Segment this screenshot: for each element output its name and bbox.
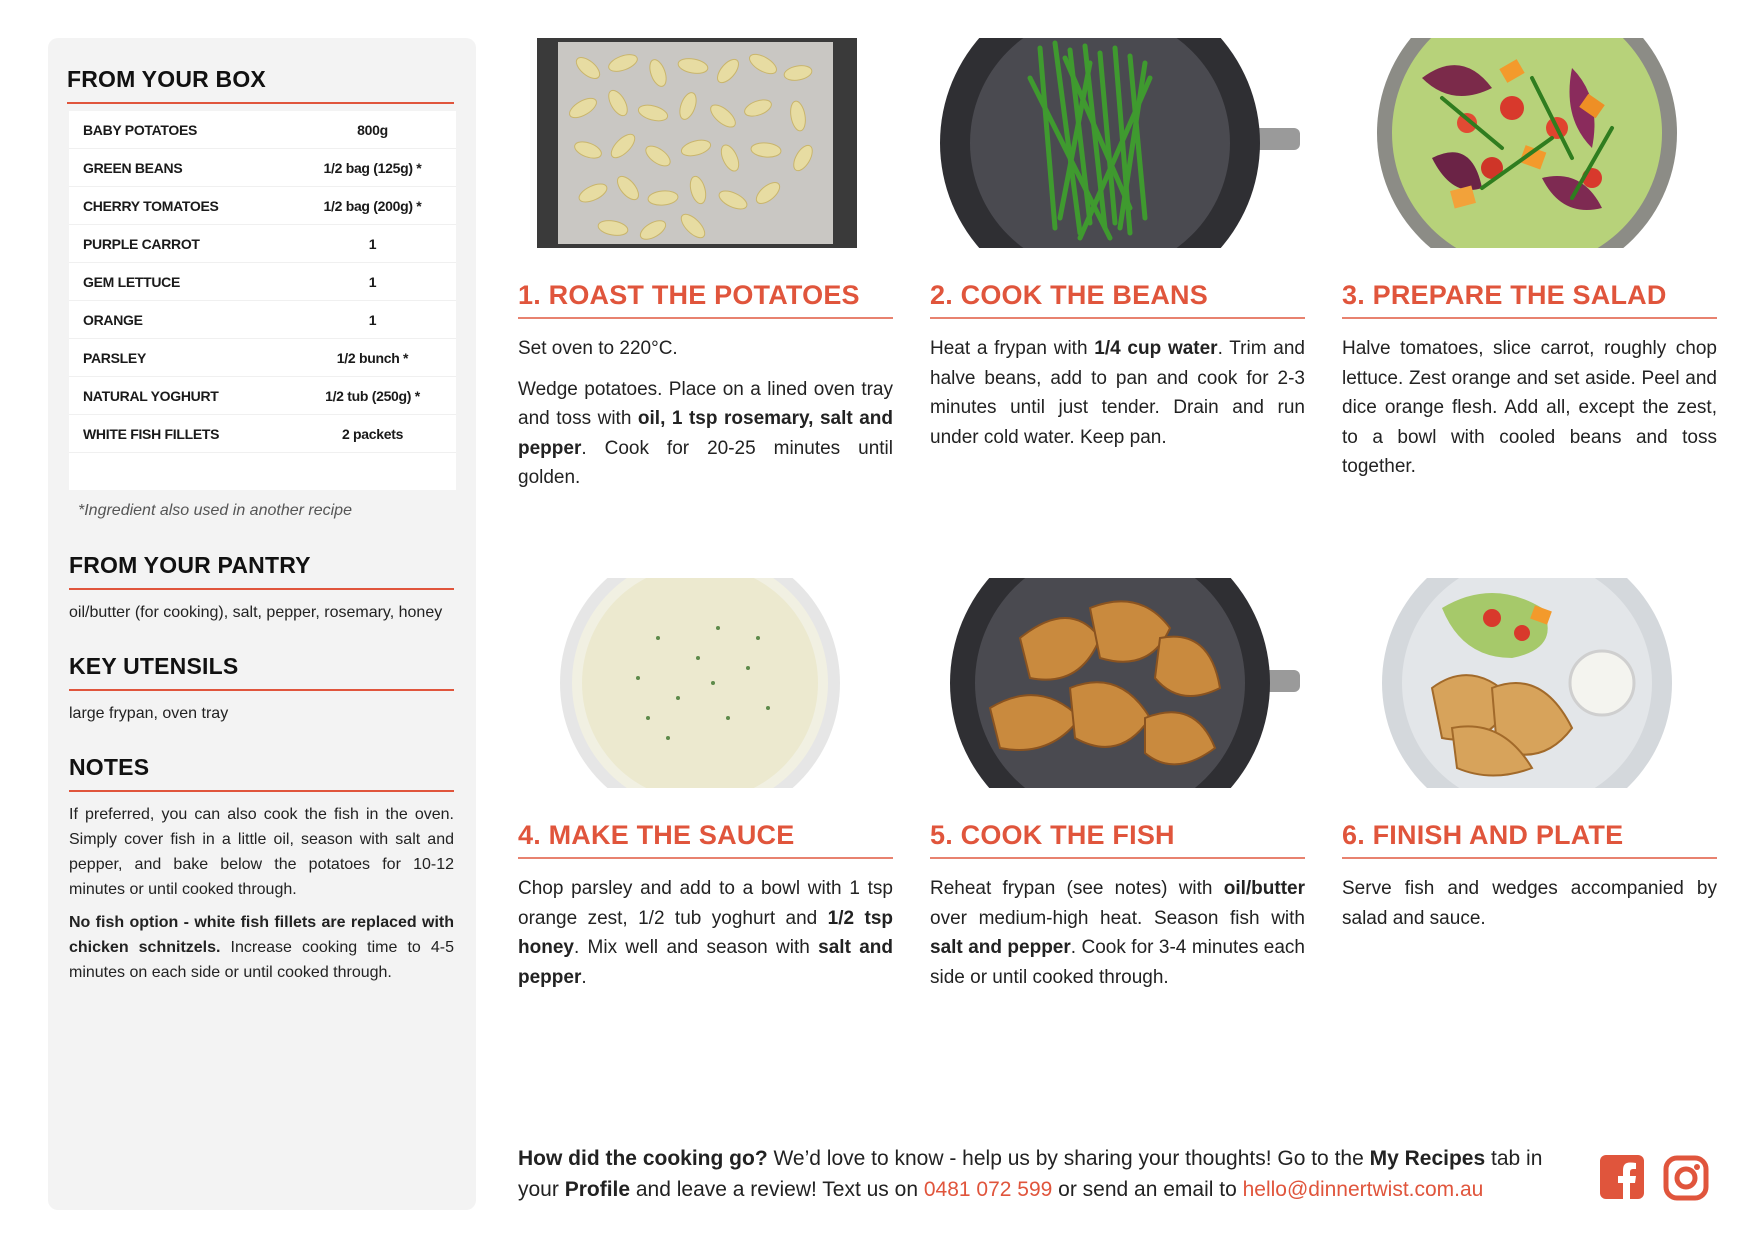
text-run-bold: salt and pepper xyxy=(930,937,1071,958)
footer-text: or send an email to xyxy=(1052,1178,1243,1201)
ingredient-row xyxy=(69,111,456,149)
step-5-body xyxy=(930,874,1305,1003)
ingredient-qty: 800g xyxy=(357,121,388,138)
text-run: . xyxy=(581,966,587,988)
ingredient-name: GREEN BEANS xyxy=(83,159,183,176)
text-run-bold: salt and pepper xyxy=(518,937,893,988)
ingredient-name: CHERRY TOMATOES xyxy=(83,197,219,214)
ingredient-row xyxy=(69,263,456,301)
ingredient-row xyxy=(69,225,456,263)
step-2-text xyxy=(930,334,1305,452)
footer-text: and leave a review! Text us on xyxy=(630,1178,924,1201)
text-run-bold: 1/4 cup water xyxy=(1094,338,1218,359)
review-footer xyxy=(518,1143,1578,1205)
step-6-title: 6. FINISH AND PLATE xyxy=(1342,820,1717,859)
ingredient-footnote: *Ingredient also used in another recipe xyxy=(78,502,352,519)
ingredient-name: PURPLE CARROT xyxy=(83,235,200,252)
email-link[interactable]: hello@dinnertwist.com.au xyxy=(1242,1178,1484,1201)
ingredient-qty: 1 xyxy=(368,235,377,252)
ingredient-qty: 1/2 tub (250g) * xyxy=(325,387,420,404)
text-run-bold: oil, 1 tsp rosemary, salt and pepper xyxy=(518,408,893,459)
footer-text: We’d love to know - help us by sharing your thoughts! Go to the xyxy=(767,1147,1370,1170)
ingredient-row xyxy=(69,149,456,187)
step-3-title: 3. PREPARE THE SALAD xyxy=(1342,280,1717,319)
text-run-bold: oil/butter xyxy=(1223,878,1305,899)
from-your-pantry-heading: FROM YOUR PANTRY xyxy=(69,552,454,590)
ingredient-qty: 1 xyxy=(368,311,377,328)
ingredient-row xyxy=(69,187,456,225)
text-run: . Cook for 20-25 minutes until golden. xyxy=(518,437,893,488)
notes-section xyxy=(69,754,454,985)
text-run: Reheat frypan (see notes) with xyxy=(930,878,1224,899)
step-1 xyxy=(518,38,893,488)
ingredient-name: NATURAL YOGHURT xyxy=(83,387,219,404)
ingredient-qty: 2 packets xyxy=(341,425,404,442)
step-5-title: 5. COOK THE FISH xyxy=(930,820,1305,859)
notes-text: If preferred, you can also cook the fish in the oven. Simply cover fish in a little oil, season with salt and pepper, and bake below the potatoes for 10-12 minutes or until cooked through. xyxy=(69,806,454,898)
ingredient-qty: 1 xyxy=(368,273,377,290)
step-5 xyxy=(930,578,1306,988)
text-run-bold: 1/2 tsp honey xyxy=(518,907,893,958)
text-run: . Cook for 3-4 minutes each side or until cooked through. xyxy=(930,937,1306,988)
cook-beans-photo xyxy=(930,38,1305,248)
ingredient-name: GEM LETTUCE xyxy=(83,273,181,290)
text-run: Heat a frypan with xyxy=(930,338,1095,359)
step-2 xyxy=(930,38,1305,448)
step-4 xyxy=(518,578,893,988)
step-1-body xyxy=(518,334,893,504)
step-1-text-oven: Set oven to 220°C. xyxy=(518,338,678,359)
notes-heading: NOTES xyxy=(69,754,454,792)
step-2-body xyxy=(930,334,1305,463)
ingredients-sidebar xyxy=(48,38,476,1210)
cook-fish-photo xyxy=(930,578,1305,788)
utensils-section xyxy=(69,653,454,726)
step-4-text xyxy=(518,874,893,992)
ingredient-name: PARSLEY xyxy=(83,349,146,366)
ingredient-name: WHITE FISH FILLETS xyxy=(83,425,220,442)
ingredient-qty: 1/2 bag (125g) * xyxy=(323,159,422,176)
text-run: . Trim and halve beans, add to pan and cook for 2-3 minutes until just tender. Drain and run under cold water. Keep pan. xyxy=(930,338,1305,448)
text-run: Wedge potatoes. Place on a lined oven tray and toss with xyxy=(518,378,893,429)
step-1-title: 1. ROAST THE POTATOES xyxy=(518,280,893,319)
ingredient-qty: 1/2 bag (200g) * xyxy=(323,197,422,214)
step-3 xyxy=(1342,38,1717,477)
step-3-body xyxy=(1342,334,1717,493)
ingredient-row xyxy=(69,415,456,453)
prepare-salad-photo xyxy=(1342,38,1717,248)
ingredient-row xyxy=(69,301,456,339)
text-run: . Mix well and season with xyxy=(573,937,819,958)
step-1-text-wedge xyxy=(518,375,893,493)
roast-potatoes-photo xyxy=(518,38,893,248)
step-2-title: 2. COOK THE BEANS xyxy=(930,280,1305,319)
ingredient-row xyxy=(69,377,456,415)
pantry-section xyxy=(69,552,454,625)
no-fish-option-text xyxy=(69,910,454,985)
no-fish-option-rest: Increase cooking time to 4-5 minutes on each side or until cooked through. xyxy=(69,939,455,981)
finish-plate-photo xyxy=(1342,578,1717,788)
key-utensils-heading: KEY UTENSILS xyxy=(69,653,454,691)
ingredient-qty: 1/2 bunch * xyxy=(336,349,409,366)
no-fish-option-bold: No fish option - white fish fillets are replaced with chicken schnitzels. xyxy=(69,914,454,956)
footer-text: tab in your xyxy=(518,1147,1543,1201)
step-6 xyxy=(1342,578,1717,929)
utensils-text: large frypan, oven tray xyxy=(69,705,229,722)
ingredient-name: ORANGE xyxy=(83,311,143,328)
pantry-text: oil/butter (for cooking), salt, pepper, rosemary, honey xyxy=(69,604,443,621)
table-spacer xyxy=(69,453,456,490)
make-sauce-photo xyxy=(518,578,893,788)
facebook-icon[interactable] xyxy=(1600,1155,1644,1204)
step-6-text: Serve fish and wedges accompanied by salad and sauce. xyxy=(1342,878,1717,929)
step-3-text: Halve tomatoes, slice carrot, roughly chop lettuce. Zest orange and set aside. Peel and dice orange flesh. Add all, except the zest, to a bowl with cooled beans and toss together. xyxy=(1342,338,1717,477)
step-4-title: 4. MAKE THE SAUCE xyxy=(518,820,893,859)
step-5-text xyxy=(930,874,1305,992)
ingredient-row xyxy=(69,339,456,377)
instagram-icon[interactable] xyxy=(1663,1155,1709,1206)
phone-number-link[interactable]: 0481 072 599 xyxy=(923,1178,1053,1201)
ingredients-table xyxy=(69,111,456,490)
text-run: over medium-high heat. Season fish with xyxy=(930,907,1305,929)
step-6-body xyxy=(1342,874,1717,944)
text-run: Chop parsley and add to a bowl with 1 tsp orange zest, 1/2 tub yoghurt and xyxy=(518,878,893,929)
from-your-box-heading: FROM YOUR BOX xyxy=(67,66,454,104)
my-recipes-link[interactable]: My Recipes xyxy=(1369,1147,1486,1170)
step-4-body xyxy=(518,874,893,1003)
profile-link[interactable]: Profile xyxy=(564,1178,631,1201)
ingredient-name: BABY POTATOES xyxy=(83,121,198,138)
footer-question: How did the cooking go? xyxy=(518,1147,768,1170)
